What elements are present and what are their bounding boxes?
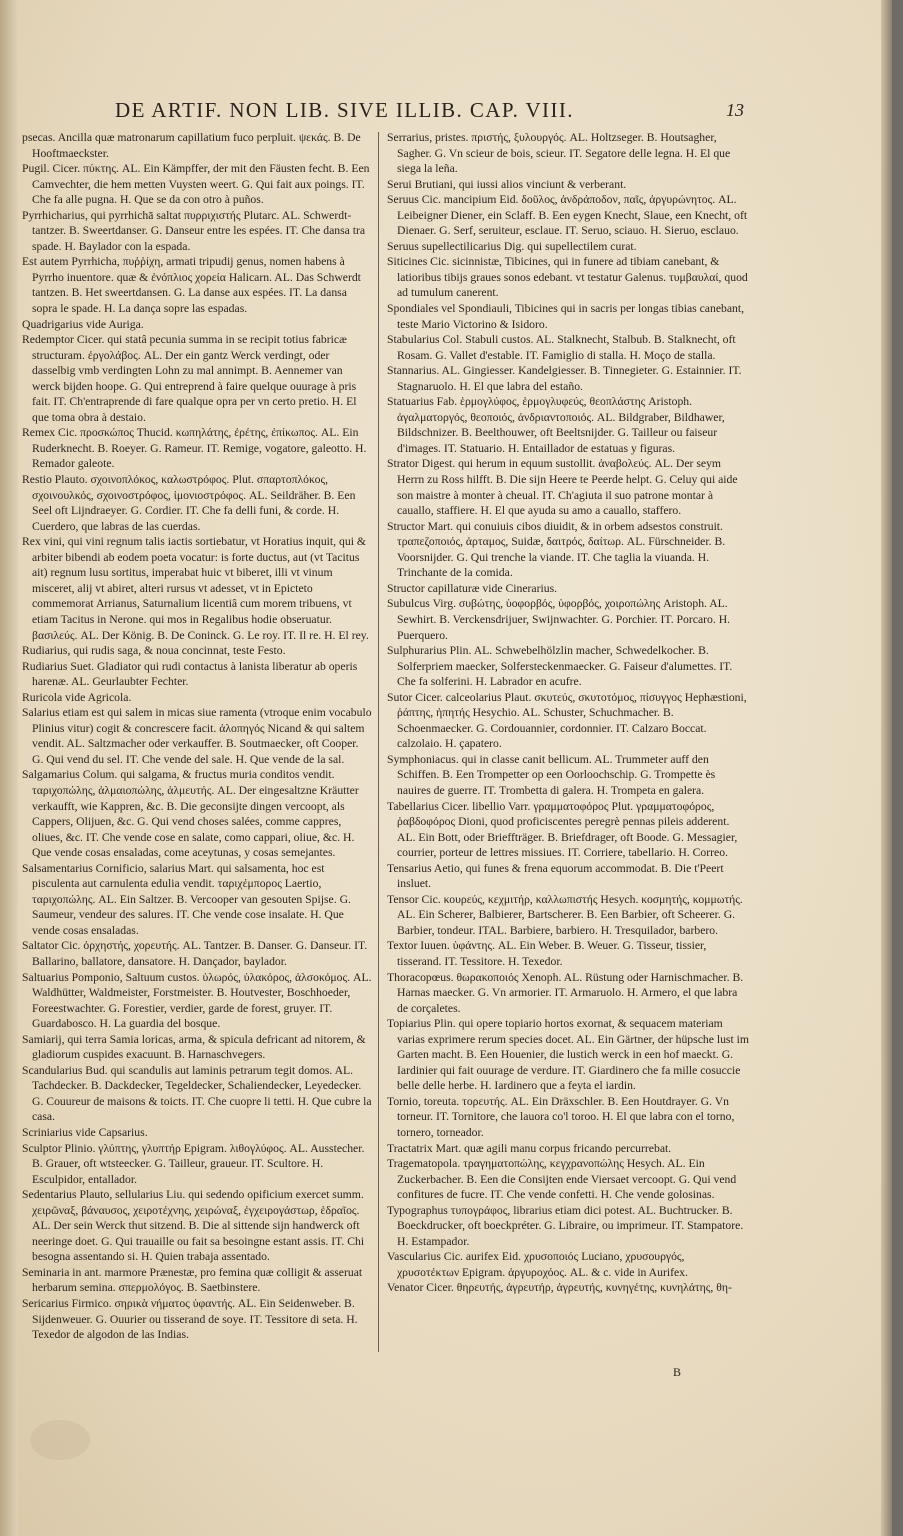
column-rule: [378, 132, 379, 1352]
dictionary-entry: Serui Brutiani, qui iussi alios vinciunt & verberant.: [387, 177, 627, 191]
dictionary-entry: Seruus Cic. mancipium Eid. δοῦλος, ἀνδράποδον, παῖς, ἀργυρώνητος. AL. Leibeigner Diener, ein Sclaff. B. Een eygen Knecht, Slaue, een Knecht, oft Dienaer. G. Serf, seruiteur, esclaue. IT. Seruo, sciauo. H. Sieruo, esclauo.: [387, 193, 748, 238]
dictionary-entry: Seminaria in ant. marmore Prænestæ, pro femina quæ colligit & asseruat herbarum semina. σπερμολόγος. B. Saetbinstere.: [22, 1265, 363, 1295]
dictionary-entry: Est autem Pyrrhicha, πυῤῥίχη, armati tripudij genus, nomen habens à Pyrrho inuentore. quæ & ἐνόπλιος χορεία Halicarn. AL. Das Schwerdt tantzen. B. Het sweertdansen. G. La danse aux espées. IT. La dansa sopra le spade. H. La dança sopre las espadas.: [22, 255, 361, 316]
dictionary-entry: Rudiarius, qui rudis saga, & noua concinnat, teste Festo.: [22, 644, 286, 658]
dictionary-entry: Symphoniacus. qui in classe canit bellicum. AL. Trummeter auff den Schiffen. B. Een Trompetter op een Oorloochschip. G. Trompette ès nauires de guerre. IT. Trombetta di galera. H. Trompeta en galera.: [387, 752, 716, 797]
dictionary-entry: Sericarius Firmico. σηρικὰ νήματος ὑφαντής. AL. Ein Seidenweber. B. Sijdenweuer. G. Ouurier ou tisserand de soye. IT. Tessitore di seta. H. Texedor de algodon de las Indias.: [22, 1297, 358, 1342]
dictionary-entry: Subulcus Virg. συβώτης, ὑοφορβός, ὑφορβός, χοιροπώλης Aristoph. AL. Sewhirt. B. Verckensdrijuer, Swijnwachter. G. Porchier. IT. Porcaro. H. Puerquero.: [387, 597, 731, 642]
signature-mark: B: [673, 1365, 682, 1379]
left-column: [22, 130, 372, 1360]
dictionary-entry: Samiarij, qui terra Samia loricas, arma, & spicula defricant ad nitorem, & gladiorum cuspides exacuunt. B. Harnaschvegers.: [22, 1032, 366, 1062]
dictionary-entry: Sulphurarius Plin. AL. Schwebelhölzlin macher, Schwedelkocher. B. Solferpriem maecker, Solfersteckenmaecker. G. Faiseur d'alumettes. IT. Che fa solferini. H. Labrador en acufre.: [387, 644, 733, 689]
dictionary-entry: Tabellarius Cicer. libellio Varr. γραμματοφόρος Plut. γραμματοφόρος, ῥαβδοφόρος Dioni, quod proficiscentes peregrè pennas pileis adderent. AL. Ein Bott, oder Brieffträger. B. Briefdrager, oft Boode. G. Messagier, courrier, porteur de lettres missiues. IT. Corriere, tabellario. H. Correo.: [387, 799, 738, 860]
dictionary-entry: Remex Cic. προσκώπος Thucid. κωπηλάτης, ἐρέτης, ἐπίκωπος. AL. Ein Ruderknecht. B. Roeyer. G. Rameur. IT. Remige, vogatore, galeotto. H. Remador galeote.: [22, 426, 367, 471]
dictionary-entry: Sculptor Plinio. γλύπτης, γλυπτήρ Epigram. λιθογλύφος. AL. Ausstecher. B. Grauer, oft wtsteecker. G. Tailleur, graueur. IT. Scultore. H. Esculpidor, entallador.: [22, 1141, 365, 1186]
dictionary-entry: psecas. Ancilla quæ matronarum capillatium fuco perpluit. ψεκάς. B. De Hooftmaeckster.: [22, 131, 361, 160]
dictionary-entry: Tensarius Aetio, qui funes & frena equorum accommodat. B. Die t'Peert insluet.: [387, 861, 724, 891]
dictionary-entry: Pugil. Cicer. πύκτης. AL. Ein Kämpffer, der mit den Fäusten fecht. B. Een Camvechter, die hem metten Vuysten weert. G. Qui fait aux poings. IT. Che fa alle pugna. H. Que se da con otro à puños.: [22, 162, 370, 207]
dictionary-entry: Salsamentarius Cornificio, salarius Mart. qui salsamenta, hoc est pisculenta aut carnulenta edulia vendit. ταριχέμπορος Laertio, ταριχοπώλης. AL. Ein Saltzer. B. Vercooper van gesouten Spijse. G. Saumeur, vendeur des salures. IT. Che vende cose insalate. H. Que vende cosas ensaladas.: [22, 861, 351, 937]
dictionary-entry: Ruricola vide Agricola.: [22, 690, 132, 704]
dictionary-entry: Structor Mart. qui conuiuis cibos diuidit, & in orbem adsestos construit. τραπεζοποιός, ἀρταμος, Suidæ, δαιτρός, δαίτωρ. AL. Fürschneider. B. Voorsnijder. G. Qui trenche la viande. IT. Che taglia la viuanda. H. Trinchante de la comida.: [387, 519, 726, 580]
dictionary-entry: Scandularius Bud. qui scandulis aut laminis petrarum tegit domos. AL. Tachdecker. B. Dackdecker, Tegeldecker, Schaliendecker, Leyedecker. G. Couureur de maisons & toicts. IT. Che cuopre li tetti. H. Que cubre la casa.: [22, 1063, 372, 1124]
page-edge: [881, 0, 892, 1536]
binding-gutter: [0, 0, 18, 1536]
dictionary-entry: Stabularius Col. Stabuli custos. AL. Stalknecht, Stalbub. B. Stalknecht, oft Rosam. G. Vallet d'estable. IT. Famiglio di stalla. H. Moço de stalla.: [387, 333, 736, 362]
dictionary-entry: Sutor Cicer. calceolarius Plaut. σκυτεύς, σκυτοτόμος, πίσυγγος Hephæstioni, ῥάπτης, ἠπητής Hesychio. AL. Schuster, Schuchmacher. B. Schoenmaecker. G. Cordouannier, cordonnier. IT. Calzaro Boccat. calzolaio. H. çapatero.: [387, 690, 747, 751]
dictionary-entry: Stannarius. AL. Gingiesser. Kandelgiesser. B. Tinnegieter. G. Estainnier. IT. Stagnaruolo. H. El que labra del estaño.: [387, 364, 742, 393]
dictionary-entry: Saltuarius Pomponio, Saltuum custos. ὑλωρός, ὑλακόρος, ἀλσοκόμος. AL. Waldhütter, Waldmeister, Forstmeister. B. Houtvester, Boschhoeder, Foreestwachter. G. Forestier, verdier, garde de forest, gruyer. IT. Guardabosco. H. La guardia del bosque.: [22, 970, 372, 1031]
dictionary-entry: Scriniarius vide Capsarius.: [22, 1126, 148, 1139]
dictionary-entry: Venator Cicer. θηρευτής, ἀγρευτήρ, ἀγρευτής, κυνηγέτης, κυνηλάτης, θη-: [387, 1281, 732, 1295]
page-header: [0, 98, 892, 128]
dictionary-entry: Tragematopola. τραγηματοπώλης, κεγχρανοπώλης Hesych. AL. Ein Zuckerbacher. B. Een die Consijten ende Viersaet vercoopt. G. Qui vend confitures de fucre. IT. Che vende confetti. H. Che vende golosinas.: [387, 1157, 737, 1202]
dictionary-entry: Tractatrix Mart. quæ agili manu corpus fricando percurrebat.: [387, 1141, 672, 1155]
dictionary-entry: Spondiales vel Spondiauli, Tibicines qui in sacris per longas tibias canebant, teste Mario Victorino & Isidoro.: [387, 302, 745, 331]
dictionary-entry: Strator Digest. qui herum in equum sustollit. ἀναβολεύς. AL. Der seym Herrn zu Ross hilfft. B. Die sijn Heere te Peerde helpt. G. Celuy qui aide son maistre à monter à cheual. IT. Ch'agiuta il suo patrone montar à cauallo, staffiere. H. El que ayuda su amo a cauallo, staffero.: [387, 457, 738, 518]
dictionary-entry: Rex vini, qui vini regnum talis iactis sortiebatur, vt Horatius inquit, qui & arbiter bibendi ab eodem poeta vocatur: is forte ductus, aut (vt Tacitus ait) regnum lusu sortitus, imperabat huic vt biberet, illi vt vinum misceret, alij vt abiret, alteri rursus vt adesset, vt in Epicteto commemorat Arrianus, Saturnalium licentiâ cum morem tribuens, vt etiam Tacitus in Nerone. qui mos in Regalibus hodie obseruatur. βασιλεύς. AL. Der König. B. De Coninck. G. Le roy. IT. Il re. H. El rey.: [22, 535, 369, 642]
dictionary-entry: Vascularius Cic. aurifex Eid. χρυσοποιός Luciano, χρυσουργός, χρυσοτέκτων Epigram. ἀργυροχόος. AL. & c. vide in Aurifex.: [387, 1250, 688, 1279]
dictionary-entry: Quadrigarius vide Auriga.: [22, 317, 144, 331]
running-head: DE ARTIF. NON LIB. SIVE ILLIB. CAP. VIII.: [115, 98, 574, 122]
right-column: [387, 130, 749, 1360]
dictionary-entry: Sedentarius Plauto, sellularius Liu. qui sedendo opificium exercet summ. χειρῶναξ, βάναυσος, χειροτέχνης, χειρώναξ, ἐγχειρογάστωρ, ἑδραῖος. AL. Der sein Werck thut sitzend. B. Die al sittende sijn handwerck oft neeringe doet. G. Qui trauaille ou fait sa besoingne estant assis. IT. Chi besogna assentando si. H. Quien trabaja assentado.: [22, 1188, 365, 1264]
dictionary-entry: Topiarius Plin. qui opere topiario hortos exornat, & sequacem materiam varias exprimere rerum species docet. AL. Ein Gärtner, der hüpsche lust im Garten macht. B. Een Houenier, die lustich werck in een hof maeckt. G. Iardinier qui fait ouurage de verdure. IT. Giardinero che fa mille cosuccie belle delle herbe. H. Iardinero que a feyta el iardin.: [387, 1017, 749, 1093]
dictionary-entry: Thoracopœus. θωρακοποιός Xenoph. AL. Rüstung oder Harnischmacher. B. Harnas maecker. G. Vn armorier. IT. Armaruolo. H. Armero, el que labra de corçaletes.: [387, 970, 744, 1015]
paper-stain: [30, 1420, 90, 1460]
dictionary-entry: Textor Iuuen. ὑφάντης. AL. Ein Weber. B. Weuer. G. Tisseur, tissier, tisserand. IT. Tessitore. H. Texedor.: [387, 939, 707, 968]
dictionary-entry: Salgamarius Colum. qui salgama, & fructus muria conditos vendit. ταριχοπώλης, ἁλμαιοπώλης, ἁλμευτής. AL. Der eingesaltzne Kräutter verkaufft, wie Kappren, &c. B. Die geconsijte dingen vercoopt, als Cappers, Olijuen, &c. G. Qui vend choses salées, comme cappres, oliues, &c. IT. Che vende cose en salate, como cappari, oliue, &c. H. Que vende cosas ensaladas, come aceytunas, y cosas semejantes.: [22, 768, 359, 860]
dictionary-entry: Pyrrhicharius, qui pyrrhichā saltat πυρριχιστής Plutarc. AL. Schwerdt-tantzer. B. Sweertdanser. G. Danseur entre les espées. IT. Che dansa tra spade. H. Baylador con la espada.: [22, 208, 366, 253]
dictionary-entry: Statuarius Fab. ἑρμογλύφος, ἑρμογλυφεύς, θεοπλάστης Aristoph. ἀγαλματοργός, θεοποιός, ἀνδριαντοποιός. AL. Bildgraber, Bildhawer, Bildschnizer. B. Beelthouwer, oft Beeltsnijder. G. Tailleur ou faiseur d'images. IT. Statuario. H. Entaillador de estatuas y figuras.: [387, 395, 725, 455]
page-number: 13: [726, 100, 744, 120]
dictionary-entry: Salarius etiam est qui salem in micas siue ramenta (vtroque enim vocabulo Plinius vitur) cogit & concrescere facit. ἁλοπηγός Nicand & qui saltem vendit. AL. Saltzmacher oder verkauffer. B. Soutmaecker, oft Cooper. G. Qui vend du sel. IT. Che vende del sale. H. Que vende de la sal.: [22, 706, 372, 766]
dictionary-entry: Tornio, toreuta. τορευτής. AL. Ein Dräxschler. B. Een Houtdrayer. G. Vn torneur. IT. Tornitore, che lauora co'l toroo. H. El que labra con el torno, tornero, torneador.: [387, 1094, 735, 1139]
dictionary-entry: Siticines Cic. sicinnistæ, Tibicines, qui in funere ad tibiam canebant, & latioribus tibijs graues sonos edebant. vt testatur Galenus. τυμβαυλαί, quod ad tumulum canerent.: [387, 255, 748, 300]
dictionary-entry: Tensor Cic. κουρεύς, κεχμιτήρ, καλλωπιστής Hesych. κοσμητής, κομμωτής. AL. Ein Scherer, Balbierer, Bartscherer. B. Een Barbier, oft Scheerer. G. Barbier, tondeur. ITAL. Barbiere, barbiero. H. Tresquilador, barbero.: [387, 892, 743, 937]
dictionary-entry: Structor capillaturæ vide Cinerarius.: [387, 581, 558, 595]
dictionary-entry: Redemptor Cicer. qui statâ pecunia summa in se recipit totius fabricæ structuram. ἐργολάβος. AL. Der ein gantz Werck verdingt, oder dasselbig vmb verdingten Lohn zu mal annimpt. B. Aennemer van werck bijden hoope. G. Qui entreprend à faire quelque ouurage à pris fait. IT. Ch'entraprende di fare qualque opra per vn certo pretio. H. El que toma obra à destaio.: [22, 333, 357, 424]
dictionary-entry: Typographus τυπογράφος, librarius etiam dici potest. AL. Buchtrucker. B. Boeckdrucker, oft boeckpréter. G. Libraire, ou imprimeur. IT. Stampatore. H. Estampador.: [387, 1203, 744, 1248]
dictionary-entry: Seruus supellectilicarius Dig. qui supellectilem curat.: [387, 239, 637, 253]
dictionary-entry: Saltator Cic. ὀρχηστής, χορευτής. AL. Tantzer. B. Danser. G. Danseur. IT. Ballarino, ballatore, dansatore. H. Dançador, baylador.: [22, 939, 368, 968]
dictionary-entry: Rudiarius Suet. Gladiator qui rudi contactus à lanista liberatur ab operis harenæ. AL. Geurlaubter Fechter.: [22, 659, 358, 689]
dictionary-entry: Restio Plauto. σχοινοπλόκος, καλωστρόφος. Plut. σπαρτοπλόκος, σχοινουλκός, σχοινοστρόφος, ἱμονιοστρόφος. AL. Seildräher. B. Een Seel oft Lijndraeyer. G. Cordier. IT. Che fa delli funi, & corde. H. Cuerdero, que labras de las cuerdas.: [22, 473, 356, 533]
dictionary-entry: Serrarius, pristes. πριστής, ξυλουργός. AL. Holtzseger. B. Houtsagher, Sagher. G. Vn scieur de bois, scieur. IT. Segatore delle legna. H. El que siega la leña.: [387, 131, 731, 176]
